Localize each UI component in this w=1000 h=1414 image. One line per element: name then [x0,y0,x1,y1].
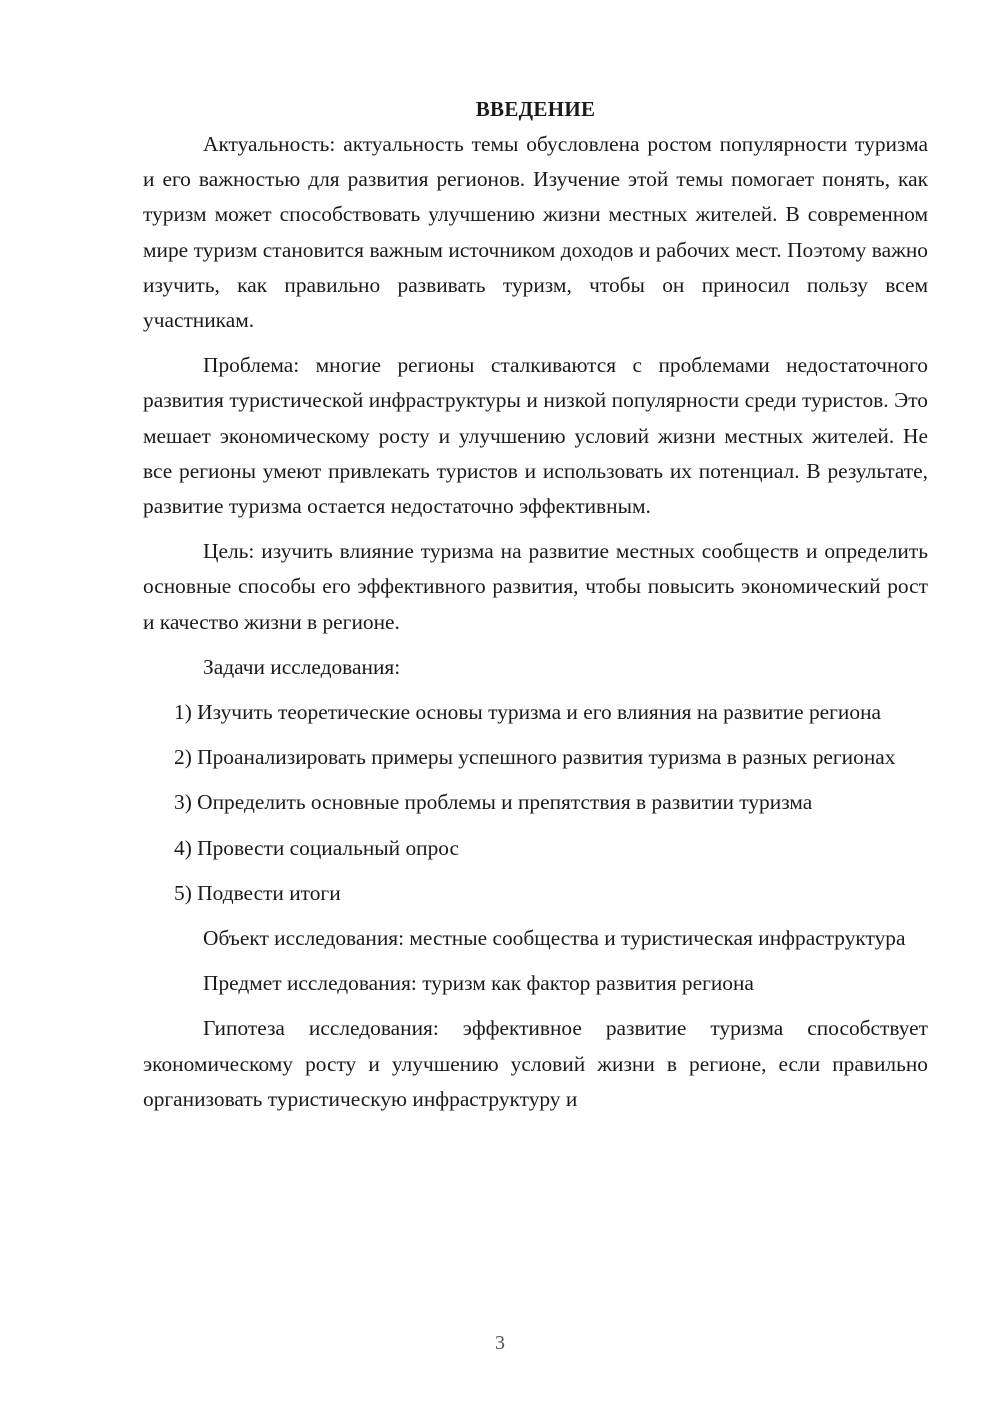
subject-paragraph: Предмет исследования: туризм как фактор развития региона [203,971,754,996]
problem-paragraph: Проблема: многие регионы сталкиваются с проблемами недостаточного развития туристической инфраструктуры и низкой популярности среди туристов. Это мешает экономическому росту и улучшению условий жизни местных жителей. Не все регионы умеют привлекать туристов и использовать их потенциал. В результате, развитие туризма остается недостаточно эффективным. [143,353,928,519]
relevance-paragraph: Актуальность: актуальность темы обусловлена ростом популярности туризма и его важностью для развития регионов. Изучение этой темы помогает понять, как туризм может способствовать улучшению жизни местных жителей. В современном мире туризм становится важным источником доходов и рабочих мест. Поэтому важно изучить, как правильно развивать туризм, чтобы он приносил пользу всем участникам. [143,132,928,333]
task-item: 1) Изучить теоретические основы туризма и его влияния на развитие региона [174,700,882,725]
task-item: 3) Определить основные проблемы и препятствия в развитии туризма [174,790,813,815]
tasks-heading: Задачи исследования: [203,654,401,679]
goal-paragraph: Цель: изучить влияние туризма на развитие местных сообществ и определить основные способы его эффективного развития, чтобы повысить экономический рост и качество жизни в регионе. [143,539,928,634]
task-item: 4) Провести социальный опрос [174,835,460,860]
page-number: 3 [495,1332,505,1354]
document-page [143,92,928,1117]
task-item: 5) Подвести итоги [174,880,341,905]
task-item: 2) Проанализировать примеры успешного развития туризма в разных регионах [174,745,896,770]
page-title: ВВЕДЕНИЕ [475,97,596,121]
hypothesis-paragraph: Гипотеза исследования: эффективное развитие туризма способствует экономическому росту и улучшению условий жизни в регионе, если правильно организовать туристическую инфраструктуру и [143,1016,928,1111]
object-paragraph: Объект исследования: местные сообщества и туристическая инфраструктура [203,926,906,951]
